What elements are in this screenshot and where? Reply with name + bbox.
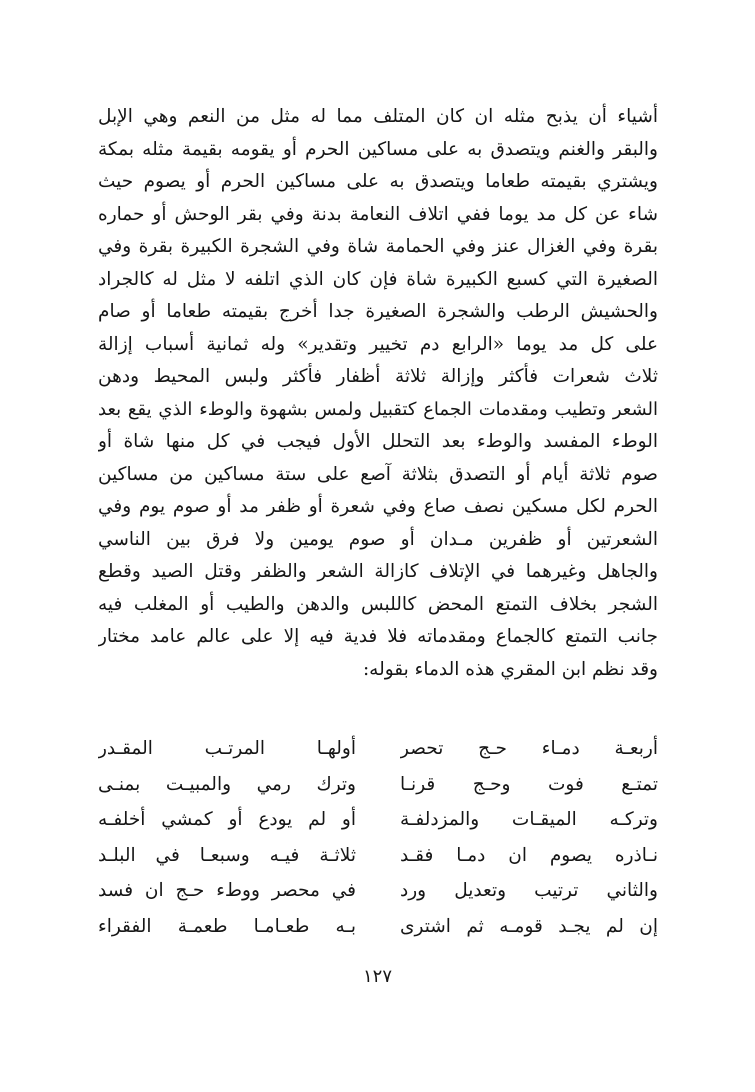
prose-line: الشجر بخلاف التمتع المحض كاللبس والدهن والطيب أو المغلب فيه [98,593,658,615]
poem [98,731,658,944]
verse-first-hemistich: والثاني ترتيب وتعديل ورد [400,880,658,901]
verse-first-hemistich: نـاذره يصوم ان دمـا فقـد [400,844,658,866]
prose-line: جانب التمتع كالجماع ومقدماته فلا فدية فيه إلا على عالم عامد مختار [98,626,658,647]
prose-line: والحشيش الرطب والشجرة الصغيرة جدا أخرج بقيمته طعاما أو صام [98,301,658,322]
prose-line: الوطء المفسد والوطء بعد التحلل الأول فيجب في كل منها شاة أو [98,431,658,452]
poem-verse [98,731,658,767]
poem-verse [98,909,658,945]
prose-line: الشعر وتطيب ومقدمات الجماع كتقبيل ولمس بشهوة والوطء الذي يقع بعد [98,398,658,420]
verse-second-hemistich: أولهـا المرتـب المقـدر [98,738,356,759]
prose-body [98,101,658,686]
poem-introduction: وقد نظم ابن المقري هذه الدماء بقوله: [362,658,658,680]
prose-line: الشعرتين أو ظفرين مـدان أو صوم يومين ولا فرق بين الناسي [98,528,658,550]
poem-verse [98,767,658,803]
poem-verse [98,802,658,838]
prose-line: الصغيرة التي كسبع الكبيرة شاة فإن كان الذي اتلفه لا مثل له كالجراد [98,268,658,290]
prose-line: أشياء أن يذبح مثله ان كان المتلف مما له مثل من النعم وهي الإبل [98,106,658,127]
verse-second-hemistich: بـه طعـامـا طعمـة الفقراء [98,915,356,937]
verse-first-hemistich: إن لم يجـد قومـه ثم اشترى [400,915,658,937]
prose-line: على كل مد يوما «الرابع دم تخيير وتقدير» وله ثمانية أسباب إزالة [98,333,658,355]
prose-line: ثلاث شعرات فأكثر وإزالة ثلاثة أظفار فأكثر ولبس المحيط ودهن [98,366,658,387]
prose-line: والبقر والغنم ويتصدق به على مساكين الحرم أو يقومه بقيمة مثله بمكة [98,138,658,160]
verse-first-hemistich: تمتـع فوت وحـج قرنـا [400,773,658,795]
prose-line: بقرة وفي الغزال عنز وفي الحمامة شاة وفي الشجرة الكبيرة بقرة وفي [98,236,658,257]
prose-line: والجاهل وغيرهما في الإتلاف كازالة الشعر والظفر وقتل الصيد وقطع [98,561,658,582]
verse-first-hemistich: أربعـة دمـاء حـج تحصر [400,738,658,759]
poem-verse [98,873,658,909]
poem-verse [98,838,658,874]
verse-second-hemistich: في محصر ووطء حـج ان فسد [98,880,356,901]
page-number: ١٢٧ [362,966,392,987]
verse-second-hemistich: أو لم يودع أو كمشي أخلفـه [98,809,356,830]
prose-line: ويشتري بقيمته طعاما ويتصدق به على مساكين الحرم أو يصوم حيث [98,171,658,192]
verse-second-hemistich: وترك رمي والمبيـت بمنـى [98,773,356,795]
verse-first-hemistich: وتركـه الميقـات والمزدلفـة [400,809,658,830]
prose-line: صوم ثلاثة أيام أو التصدق بثلاثة آصع على ستة مساكين من مساكين [98,463,658,485]
verse-second-hemistich: ثلاثـة فيـه وسبعـا في البلـد [98,844,356,866]
prose-line: شاء عن كل مد يوما ففي اتلاف النعامة بدنة وفي بقر الوحش أو حماره [98,203,658,225]
prose-line: الحرم لكل مسكين نصف صاع وفي شعرة أو ظفر مد أو صوم يوم وفي [98,496,658,517]
